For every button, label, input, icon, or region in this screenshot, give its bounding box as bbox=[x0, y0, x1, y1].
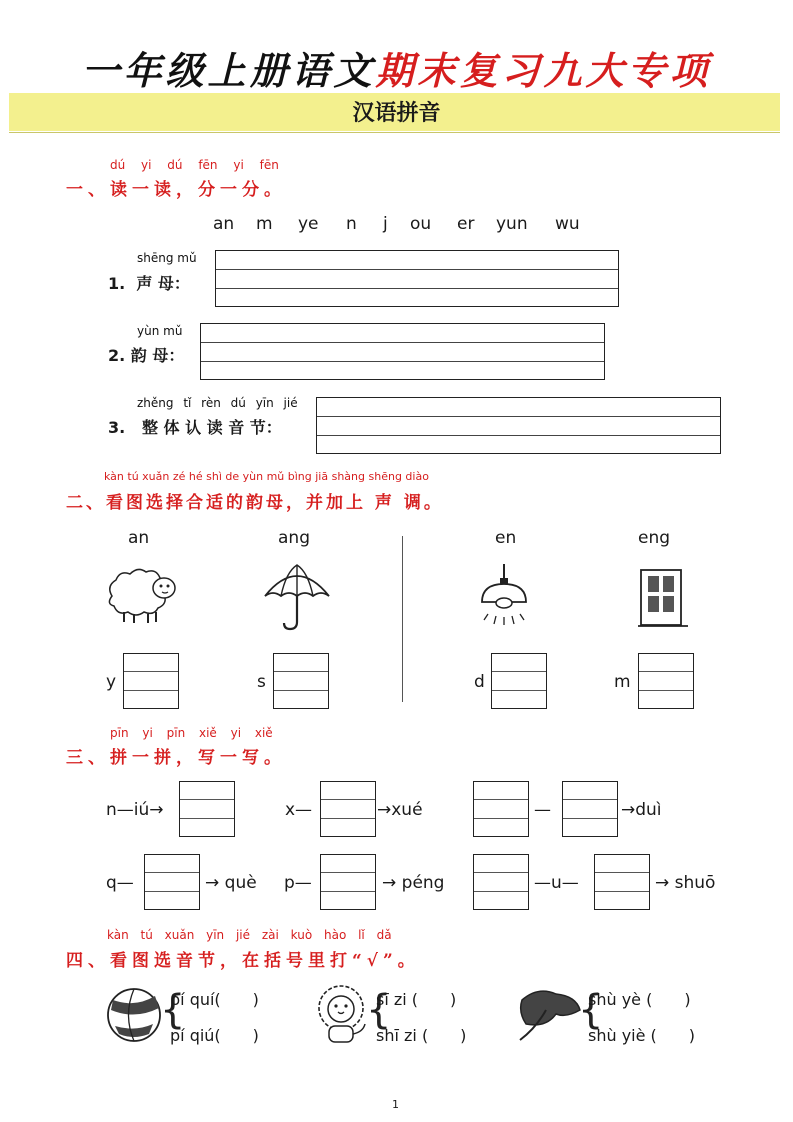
answer-box[interactable] bbox=[473, 781, 529, 837]
group-label: ang bbox=[278, 528, 310, 548]
answer-box[interactable] bbox=[491, 653, 547, 709]
lamp-icon bbox=[474, 562, 534, 632]
initial-letter: y bbox=[106, 672, 117, 692]
item3-text: 整 体 认 读 音 节： bbox=[141, 418, 282, 437]
word-item: yun bbox=[496, 214, 528, 234]
spell-prefix: p— bbox=[284, 873, 312, 893]
word-item: j bbox=[383, 214, 388, 234]
page-title bbox=[0, 40, 793, 95]
item1-pinyin: shēng mǔ bbox=[137, 251, 197, 265]
brace: { bbox=[366, 987, 392, 1033]
word-item: er bbox=[457, 214, 475, 234]
item1-text: 声 母： bbox=[136, 274, 190, 293]
section4-heading: 四、看图选音节，在括号里打“√”。 bbox=[66, 951, 420, 971]
brace: { bbox=[160, 987, 186, 1033]
sheep-icon bbox=[104, 566, 184, 626]
option[interactable]: pí quí( ) bbox=[170, 990, 259, 1009]
word-item: n bbox=[346, 214, 357, 234]
word-item: ye bbox=[298, 214, 319, 234]
spell-result: →xué bbox=[377, 800, 423, 820]
section1-heading: 一、读一读，分一分。 bbox=[66, 180, 286, 200]
spell-result: → shuō bbox=[655, 873, 716, 893]
lion-icon bbox=[312, 984, 370, 1046]
item2-text: 韵 母： bbox=[130, 346, 185, 365]
umbrella-icon bbox=[262, 562, 332, 632]
group-divider bbox=[402, 536, 403, 702]
section2-heading: 二、看图选择合适的韵母，并加上 声 调。 bbox=[66, 493, 444, 513]
option[interactable]: shù yè ( ) bbox=[588, 990, 691, 1009]
item1-num: 1. bbox=[108, 274, 126, 293]
spell-result: → què bbox=[205, 873, 257, 893]
answer-box[interactable] bbox=[562, 781, 618, 837]
title-red-part: 期末复习九大专项 bbox=[375, 48, 712, 93]
item2-num: 2. bbox=[108, 346, 126, 365]
answer-box[interactable] bbox=[273, 653, 329, 709]
answer-lines-finals[interactable] bbox=[200, 323, 605, 380]
spell-prefix: x— bbox=[285, 800, 313, 820]
group-label: an bbox=[128, 528, 150, 548]
answer-box[interactable] bbox=[473, 854, 529, 910]
word-item: ou bbox=[410, 214, 432, 234]
word-item: wu bbox=[555, 214, 580, 234]
page-number: 1 bbox=[392, 1098, 399, 1111]
brace: { bbox=[578, 987, 604, 1033]
leaf-icon bbox=[516, 988, 584, 1044]
answer-box[interactable] bbox=[144, 854, 200, 910]
section1-pinyin: dú yi dú fēn yi fēn bbox=[110, 158, 279, 172]
item2-label bbox=[108, 343, 184, 366]
spell-dash: — bbox=[534, 800, 551, 820]
section3-pinyin: pīn yi pīn xiě yi xiě bbox=[110, 726, 273, 740]
door-icon bbox=[638, 568, 688, 630]
spell-prefix: q— bbox=[106, 873, 134, 893]
initial-letter: m bbox=[614, 672, 631, 692]
item3-pinyin: zhěng tǐ rèn dú yīn jié bbox=[137, 396, 298, 410]
spell-result: →duì bbox=[621, 800, 662, 820]
subtitle: 汉语拼音 bbox=[352, 101, 441, 126]
word-item: an bbox=[213, 214, 235, 234]
spell-result: → péng bbox=[382, 873, 445, 893]
item2-pinyin: yùn mǔ bbox=[137, 324, 183, 338]
option[interactable]: shù yiè ( ) bbox=[588, 1026, 696, 1045]
band-divider bbox=[9, 132, 780, 133]
section2-pinyin: kàn tú xuǎn zé hé shì de yùn mǔ bìng jiā shàng shēng diào bbox=[104, 470, 429, 483]
answer-box[interactable] bbox=[638, 653, 694, 709]
ball-icon bbox=[105, 986, 163, 1044]
option[interactable]: pí qiú( ) bbox=[170, 1026, 259, 1045]
item1-label bbox=[108, 271, 190, 294]
title-black-part: 一年级上册语文 bbox=[81, 48, 376, 93]
answer-lines-whole-syllables[interactable] bbox=[316, 397, 721, 454]
word-item: m bbox=[256, 214, 273, 234]
answer-box[interactable] bbox=[179, 781, 235, 837]
answer-box[interactable] bbox=[594, 854, 650, 910]
section4-pinyin: kàn tú xuǎn yīn jié zài kuò hào lǐ dǎ bbox=[107, 928, 392, 942]
group-label: en bbox=[495, 528, 517, 548]
initial-letter: s bbox=[257, 672, 266, 692]
option[interactable]: shī zi ( ) bbox=[376, 1026, 467, 1045]
initial-letter: d bbox=[474, 672, 485, 692]
item3-num: 3. bbox=[108, 418, 126, 437]
item3-label bbox=[108, 415, 282, 438]
spell-prefix: n—iú→ bbox=[106, 800, 164, 820]
answer-box[interactable] bbox=[320, 854, 376, 910]
group-label: eng bbox=[638, 528, 671, 548]
answer-box[interactable] bbox=[320, 781, 376, 837]
answer-lines-initials[interactable] bbox=[215, 250, 619, 307]
section3-heading: 三、拼一拼，写一写。 bbox=[66, 748, 286, 768]
option[interactable]: sī zi ( ) bbox=[376, 990, 457, 1009]
spell-dash: —u— bbox=[534, 873, 579, 893]
answer-box[interactable] bbox=[123, 653, 179, 709]
